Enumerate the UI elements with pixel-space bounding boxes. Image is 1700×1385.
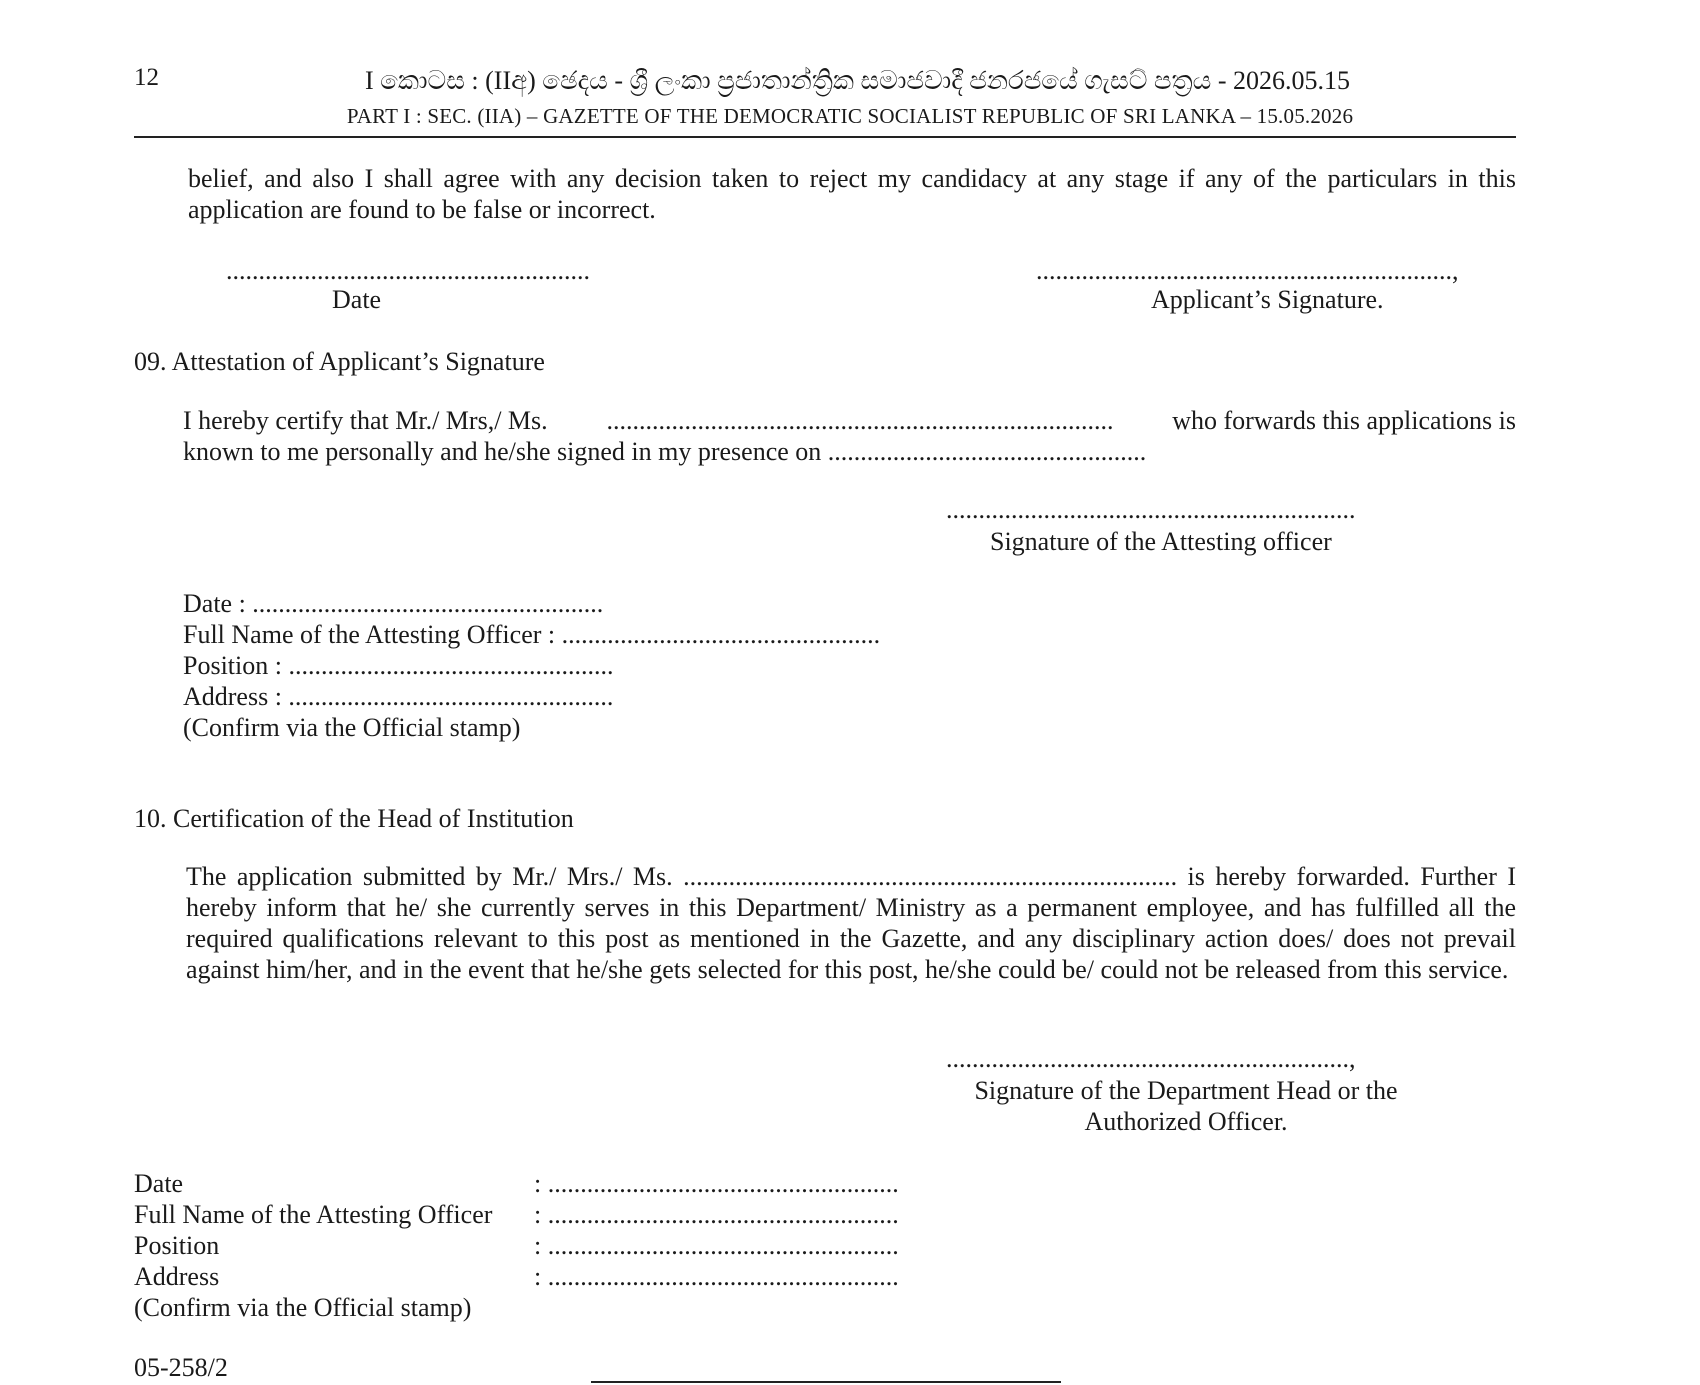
applicant-signature-line: ................................................................, bbox=[1036, 256, 1459, 285]
page-number: 12 bbox=[134, 64, 159, 91]
applicant-signature-label: Applicant’s Signature. bbox=[1151, 285, 1384, 314]
section-09-address-field: Address : .................................................. bbox=[183, 682, 614, 711]
section-10-address-value: : ...................................................... bbox=[534, 1262, 899, 1291]
declaration-text: belief, and also I shall agree with any decision taken to reject my candidacy at any stage if any of the particulars in this application are found to be false or incorrect. bbox=[188, 164, 1516, 224]
section-09-full-name-field: Full Name of the Attesting Officer : ................................................. bbox=[183, 620, 881, 649]
footer-divider bbox=[591, 1381, 1061, 1383]
header-sinhala-title: I කොටස : (IIඅ) ඡෙදය - ශ්‍රී ලංකා ප්‍රජාතාන්ත්‍රික සමාජවාදී ජනරජයේ ගැසට් පත්‍රය - 2026.05.15 bbox=[364, 66, 1350, 95]
section-10-full-name-value: : ...................................................... bbox=[534, 1200, 899, 1229]
certify-line-start: I hereby certify that Mr./ Mrs,/ Ms. bbox=[183, 406, 548, 435]
section-10-date-label: Date bbox=[134, 1169, 184, 1198]
certify-line-end: who forwards this applications is bbox=[1172, 406, 1516, 435]
section-10-date-value: : ...................................................... bbox=[534, 1169, 899, 1198]
department-head-signature-label-2: Authorized Officer. bbox=[1084, 1107, 1288, 1136]
department-head-signature-line: .............................................................., bbox=[946, 1044, 1356, 1073]
header-divider bbox=[134, 136, 1516, 138]
declaration-date-label: Date bbox=[332, 285, 382, 314]
footer-reference: 05-258/2 bbox=[134, 1353, 228, 1382]
section-09-position-field: Position : .................................................. bbox=[183, 651, 614, 680]
certify-line-dots: .............................................................................. bbox=[606, 406, 1114, 435]
header-english-title: PART I : SEC. (IIA) – GAZETTE OF THE DEMOCRATIC SOCIALIST REPUBLIC OF SRI LANKA – 15.05.2026 bbox=[346, 104, 1354, 128]
department-head-signature-label-1: Signature of the Department Head or the bbox=[974, 1076, 1398, 1105]
section-10-full-name-label: Full Name of the Attesting Officer bbox=[134, 1200, 493, 1229]
section-10-paragraph: The application submitted by Mr./ Mrs./ Ms. ............................................................................ is hereby forwarded. Further I hereby inform that he/ she currently serves in this Department/ Ministry as a permanent employee, and has fulfilled all the required qualifications relevant to this post as mentioned in the Gazette, and any disciplinary action does/ does not prevail against him/her, and in the event that he/she gets selected for this post, he/she could be/ could not be released from this service. bbox=[186, 862, 1516, 984]
declaration-date-line: ........................................................ bbox=[226, 256, 590, 285]
section-10-position-value: : ...................................................... bbox=[534, 1231, 899, 1260]
section-10-stamp-note: (Confirm via the Official stamp) bbox=[134, 1293, 472, 1322]
section-09-date-field: Date : ...................................................... bbox=[183, 589, 604, 618]
attesting-signature-label: Signature of the Attesting officer bbox=[990, 527, 1332, 556]
section-09-stamp-note: (Confirm via the Official stamp) bbox=[183, 713, 521, 742]
section-09-presence-line: known to me personally and he/she signed in my presence on ................................................. bbox=[183, 437, 1147, 466]
section-10-heading: 10. Certification of the Head of Institution bbox=[134, 804, 574, 833]
section-09-heading: 09. Attestation of Applicant’s Signature bbox=[134, 347, 545, 376]
attesting-signature-line: ............................................................... bbox=[946, 495, 1356, 524]
section-10-address-label: Address bbox=[134, 1262, 220, 1291]
section-09-certify-line bbox=[183, 405, 1516, 436]
section-10-position-label: Position bbox=[134, 1231, 220, 1260]
